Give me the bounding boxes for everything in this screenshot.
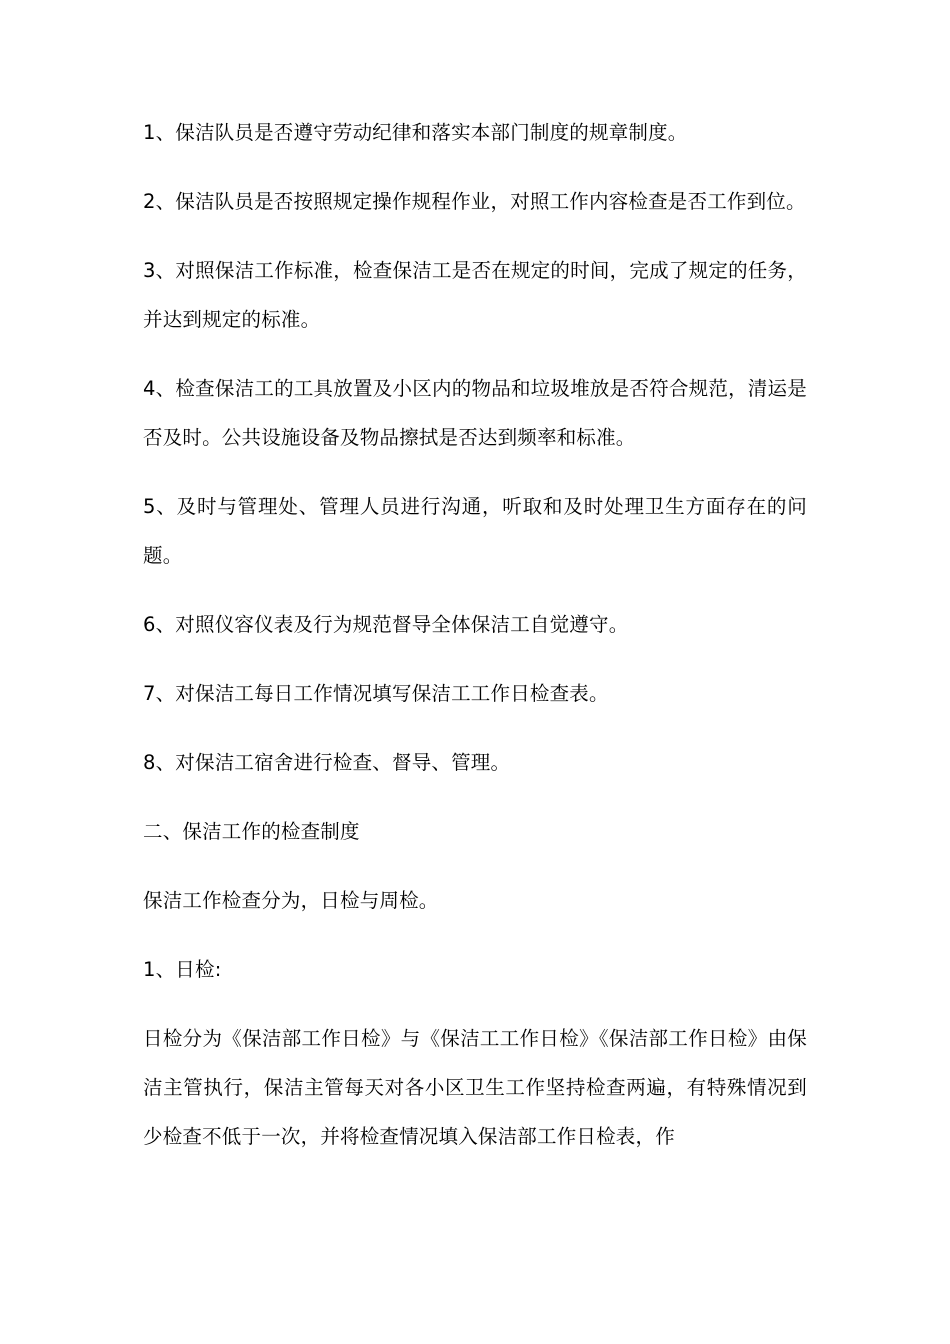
section-heading: 二、保洁工作的检查制度 <box>143 820 360 843</box>
paragraph-8: 8、对保洁工宿舍进行检查、督导、管理。 <box>143 751 511 774</box>
paragraph-daily-check: 日检分为《保洁部工作日检》与《保洁工工作日检》《保洁部工作日检》由保洁主管执行，保洁主管每天对各小区卫生工作坚持检查两遍，有特殊情况到少检查不低于一次，并将检查情况填入保洁部工作日检表，作 <box>143 1027 807 1148</box>
document-body <box>143 108 807 1181</box>
paragraph-inspection-types: 保洁工作检查分为，日检与周检。 <box>143 889 439 912</box>
paragraph-4: 4、检查保洁工的工具放置及小区内的物品和垃圾堆放是否符合规范，清运是否及时。公共设施设备及物品擦拭是否达到频率和标准。 <box>143 377 807 449</box>
paragraph-2: 2、保洁队员是否按照规定操作规程作业，对照工作内容检查是否工作到位。 <box>143 190 806 213</box>
subheading-daily-check: 1、日检: <box>143 958 222 981</box>
paragraph-1: 1、保洁队员是否遵守劳动纪律和落实本部门制度的规章制度。 <box>143 121 688 144</box>
paragraph-6: 6、对照仪容仪表及行为规范督导全体保洁工自觉遵守。 <box>143 613 629 636</box>
paragraph-7: 7、对保洁工每日工作情况填写保洁工工作日检查表。 <box>143 682 609 705</box>
paragraph-3: 3、对照保洁工作标准，检查保洁工是否在规定的时间，完成了规定的任务，并达到规定的标准。 <box>143 259 807 331</box>
paragraph-5: 5、及时与管理处、管理人员进行沟通，听取和及时处理卫生方面存在的问题。 <box>143 495 807 567</box>
